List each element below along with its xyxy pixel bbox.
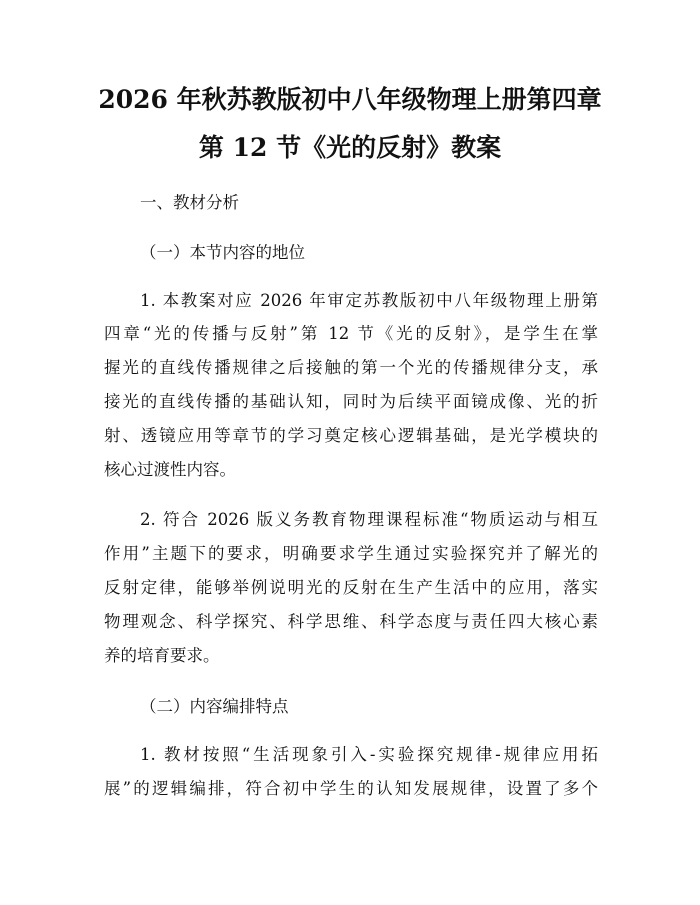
paragraph-line: 展”的逻辑编排，符合初中学生的认知发展规律，设置了多个 — [104, 779, 598, 798]
paragraph-line: 养的培育要求。 — [104, 646, 220, 665]
document-title-line-1: 2026 年秋苏教版初中八年级物理上册第四章 — [98, 85, 602, 114]
paragraph-line: 1. 本教案对应 2026 年审定苏教版初中八年级物理上册第 — [140, 291, 598, 310]
document-title-line-2: 第 12 节《光的反射》教案 — [198, 133, 502, 162]
subsection-heading: （二）内容编排特点 — [140, 697, 289, 716]
paragraph-line: 核心过渡性内容。 — [104, 460, 236, 479]
section-heading: 一、教材分析 — [140, 193, 239, 212]
subsection-heading: （一）本节内容的地位 — [140, 243, 305, 262]
paragraph-line: 物理观念、科学探究、科学思维、科学态度与责任四大核心素 — [104, 612, 598, 631]
paragraph-line: 射、透镜应用等章节的学习奠定核心逻辑基础，是光学模块的 — [104, 426, 598, 445]
paragraph-line: 2. 符合 2026 版义务教育物理课程标准“物质运动与相互 — [140, 510, 598, 529]
paragraph-line: 1. 教材按照“生活现象引入-实验探究规律-规律应用拓 — [140, 745, 598, 764]
paragraph-line: 握光的直线传播规律之后接触的第一个光的传播规律分支，承 — [104, 358, 598, 377]
paragraph-line: 接光的直线传播的基础认知，同时为后续平面镜成像、光的折 — [104, 392, 598, 411]
paragraph-line: 四章“光的传播与反射”第 12 节《光的反射》，是学生在掌 — [104, 324, 598, 343]
paragraph-line: 作用”主题下的要求，明确要求学生通过实验探究并了解光的 — [104, 544, 598, 563]
paragraph-line: 反射定律，能够举例说明光的反射在生产生活中的应用，落实 — [104, 578, 598, 597]
